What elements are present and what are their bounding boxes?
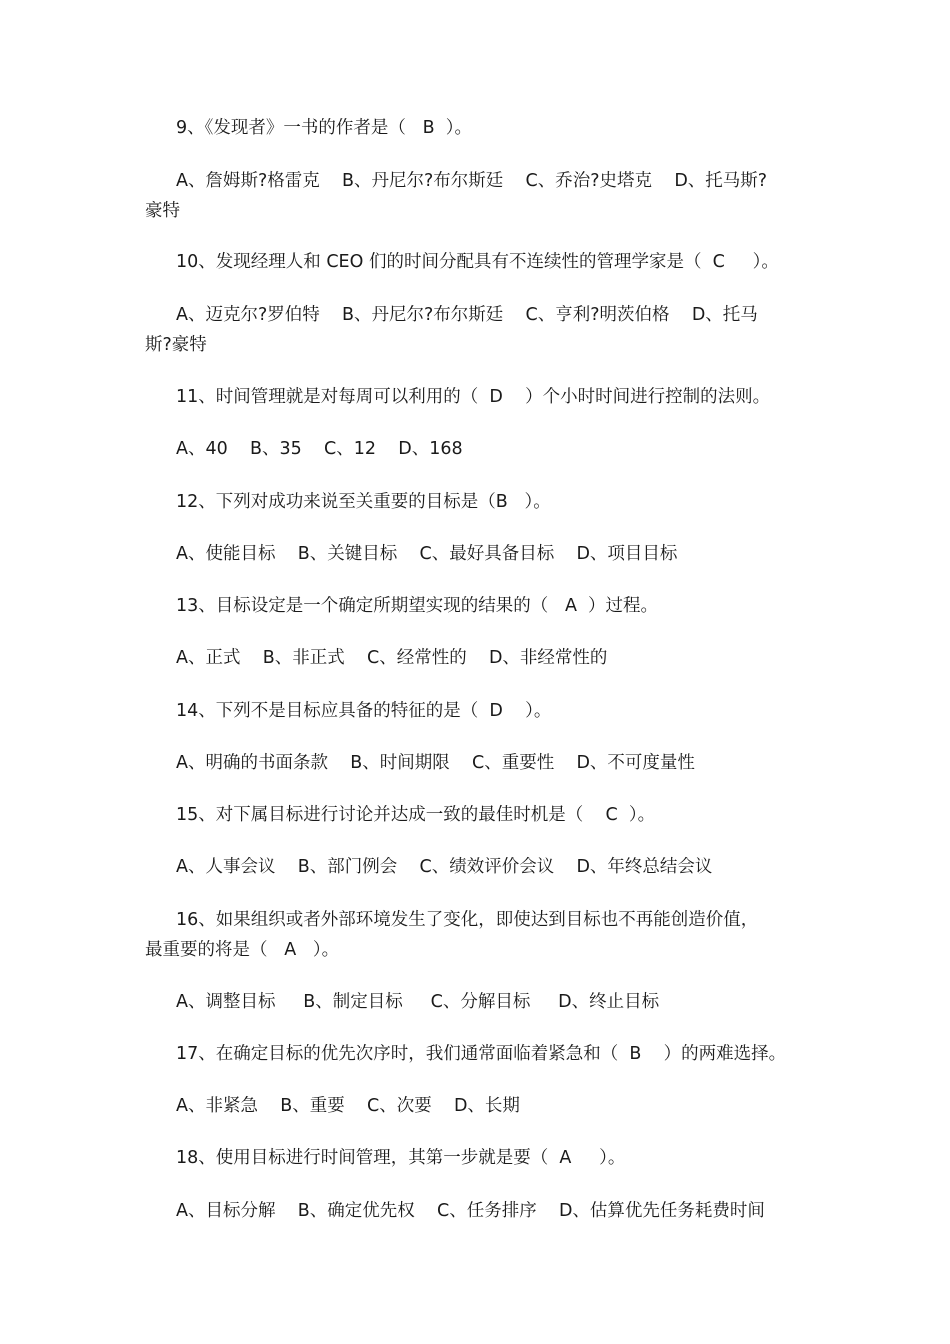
question-17: 17、在确定目标的优先次序时，我们通常面临着紧急和（ B ）的两难选择。	[176, 1044, 787, 1064]
question-16-line2: 最重要的将是（ A ）。	[145, 940, 340, 960]
options-16: A、调整目标 B、制定目标 C、分解目标 D、终止目标	[176, 992, 660, 1012]
options-12: A、使能目标 B、关键目标 C、最好具备目标 D、项目目标	[176, 544, 678, 564]
question-18: 18、使用目标进行时间管理，其第一步就是要（ A ）。	[176, 1148, 626, 1168]
question-10: 10、发现经理人和 CEO 们的时间分配具有不连续性的管理学家是（ C ）。	[176, 252, 779, 272]
options-17: A、非紧急 B、重要 C、次要 D、长期	[176, 1096, 520, 1116]
question-12: 12、下列对成功来说至关重要的目标是（B ）。	[176, 492, 551, 512]
options-15: A、人事会议 B、部门例会 C、绩效评价会议 D、年终总结会议	[176, 857, 713, 877]
options-9-line1: A、詹姆斯?格雷克 B、丹尼尔?布尔斯廷 C、乔治?史塔克 D、托马斯?	[176, 171, 768, 191]
question-14: 14、下列不是目标应具备的特征的是（ D ）。	[176, 701, 552, 721]
question-16-line1: 16、如果组织或者外部环境发生了变化，即使达到目标也不再能创造价值，	[176, 910, 759, 930]
options-10-line1: A、迈克尔?罗伯特 B、丹尼尔?布尔斯廷 C、亨利?明茨伯格 D、托马	[176, 305, 758, 325]
question-9: 9、《发现者》一书的作者是（ B ）。	[176, 118, 472, 138]
question-11: 11、时间管理就是对每周可以利用的（ D ）个小时时间进行控制的法则。	[176, 387, 771, 407]
options-13: A、正式 B、非正式 C、经常性的 D、非经常性的	[176, 648, 608, 668]
options-14: A、明确的书面条款 B、时间期限 C、重要性 D、不可度量性	[176, 753, 695, 773]
options-9-line2: 豪特	[145, 201, 180, 221]
options-10-line2: 斯?豪特	[145, 335, 207, 355]
question-13: 13、目标设定是一个确定所期望实现的结果的（ A ）过程。	[176, 596, 659, 616]
options-18: A、目标分解 B、确定优先权 C、任务排序 D、估算优先任务耗费时间	[176, 1201, 765, 1221]
question-15: 15、对下属目标进行讨论并达成一致的最佳时机是（ C ）。	[176, 805, 656, 825]
options-11: A、40 B、35 C、12 D、168	[176, 439, 463, 459]
